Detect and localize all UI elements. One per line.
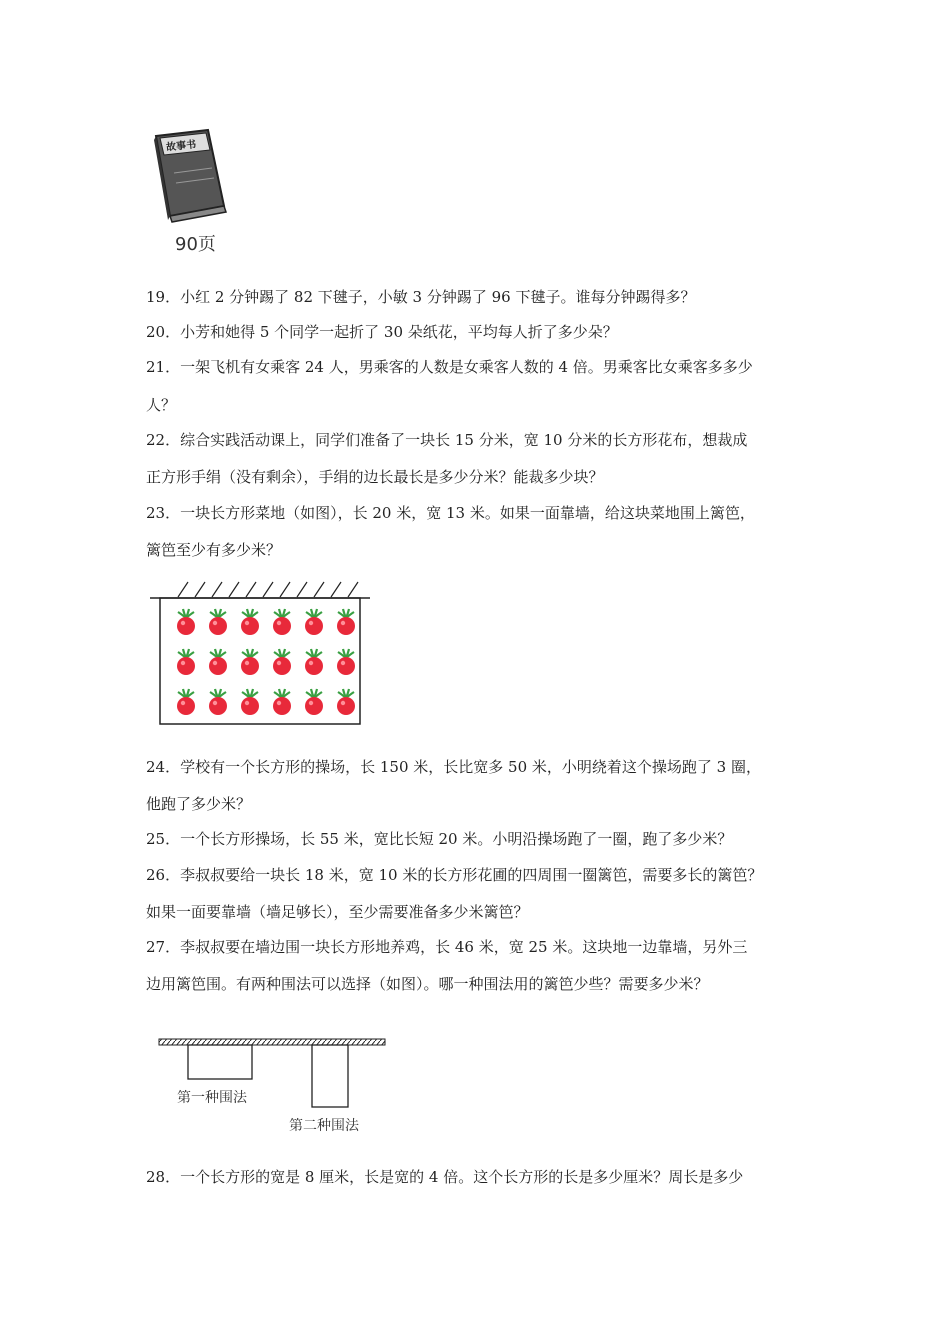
radish-grid xyxy=(177,609,355,715)
method1-label: 第一种围法 xyxy=(177,1090,247,1106)
question-25-line-1: 25．一个长方形操场，长 55 米，宽比长短 20 米。小明沿操场跑了一圈，跑了多少米？ xyxy=(146,830,733,848)
method1-rectangle xyxy=(188,1045,252,1079)
hatch-line xyxy=(280,582,290,597)
radish-icon xyxy=(273,609,291,635)
radish-icon xyxy=(337,649,355,675)
question-26-line-1: 26．李叔叔要给一块长 18 米，宽 10 米的长方形花圃的四周围一圈篱笆，需要多长的篱笆？ xyxy=(146,866,763,884)
radish-icon xyxy=(273,649,291,675)
hatch-line xyxy=(246,582,256,597)
radish-icon xyxy=(241,689,259,715)
question-23-line-2: 篱笆至少有多少米？ xyxy=(146,541,282,559)
radish-icon xyxy=(305,609,323,635)
radish-icon xyxy=(305,649,323,675)
radish-icon xyxy=(209,649,227,675)
hatch-line xyxy=(314,582,324,597)
book-cover-title: 故事书 xyxy=(165,139,197,154)
question-21-line-1: 21．一架飞机有女乘客 24 人，男乘客的人数是女乘客人数的 4 倍。男乘客比女乘客多多少 xyxy=(146,358,753,376)
radish-icon xyxy=(177,609,195,635)
method2-label: 第二种围法 xyxy=(289,1118,359,1134)
radish-icon xyxy=(241,649,259,675)
question-27-line-1: 27．李叔叔要在墙边围一块长方形地养鸡，长 46 米，宽 25 米。这块地一边靠墙，另外三 xyxy=(146,938,748,956)
radish-icon xyxy=(305,689,323,715)
radish-icon xyxy=(209,609,227,635)
wall-hatching xyxy=(178,582,358,597)
radish-icon xyxy=(273,689,291,715)
radish-icon xyxy=(209,689,227,715)
radish-icon xyxy=(241,609,259,635)
radish-icon xyxy=(337,689,355,715)
vegetable-garden-figure xyxy=(148,578,373,728)
question-26-line-2: 如果一面要靠墙（墙足够长），至少需要准备多少米篱笆？ xyxy=(146,903,529,921)
hatch-line xyxy=(229,582,239,597)
hatch-line xyxy=(331,582,341,597)
radish-icon xyxy=(177,649,195,675)
hatch-line xyxy=(297,582,307,597)
hatch-line xyxy=(195,582,205,597)
question-22-line-2: 正方形手绢（没有剩余），手绢的边长最长是多少分米？能裁多少块？ xyxy=(146,468,604,486)
book-pages-label: 90页 xyxy=(175,234,216,255)
hatch-line xyxy=(178,582,188,597)
question-20-line-1: 20．小芳和她得 5 个同学一起折了 30 朵纸花，平均每人折了多少朵？ xyxy=(146,323,618,341)
question-22-line-1: 22．综合实践活动课上，同学们准备了一块长 15 分米，宽 10 分米的长方形花布，想裁成 xyxy=(146,431,748,449)
question-28-line-1: 28．一个长方形的宽是 8 厘米，长是宽的 4 倍。这个长方形的长是多少厘米？周长是多少 xyxy=(146,1168,744,1186)
question-27-line-2: 边用篱笆围。有两种围法可以选择（如图）。哪一种围法用的篱笆少些？需要多少米？ xyxy=(146,975,709,993)
question-24-line-1: 24．学校有一个长方形的操场，长 150 米，长比宽多 50 米，小明绕着这个操场跑了 3 圈， xyxy=(146,758,761,776)
question-19-line-1: 19．小红 2 分钟踢了 82 下毽子，小敏 3 分钟踢了 96 下毽子。谁每分钟踢得多？ xyxy=(146,288,696,306)
question-21-line-2: 人？ xyxy=(146,396,177,414)
radish-icon xyxy=(337,609,355,635)
hatch-line xyxy=(212,582,222,597)
hatch-line xyxy=(348,582,358,597)
garden-diagram xyxy=(148,578,373,728)
storybook-figure xyxy=(150,128,230,253)
radish-icon xyxy=(177,689,195,715)
question-24-line-2: 他跑了多少米？ xyxy=(146,795,252,813)
fence-methods-figure xyxy=(155,1035,390,1135)
method2-rectangle xyxy=(312,1045,348,1107)
hatch-line xyxy=(263,582,273,597)
question-23-line-1: 23．一块长方形菜地（如图），长 20 米，宽 13 米。如果一面靠墙，给这块菜地围上篱笆， xyxy=(146,504,755,522)
fence-wall xyxy=(159,1039,385,1045)
